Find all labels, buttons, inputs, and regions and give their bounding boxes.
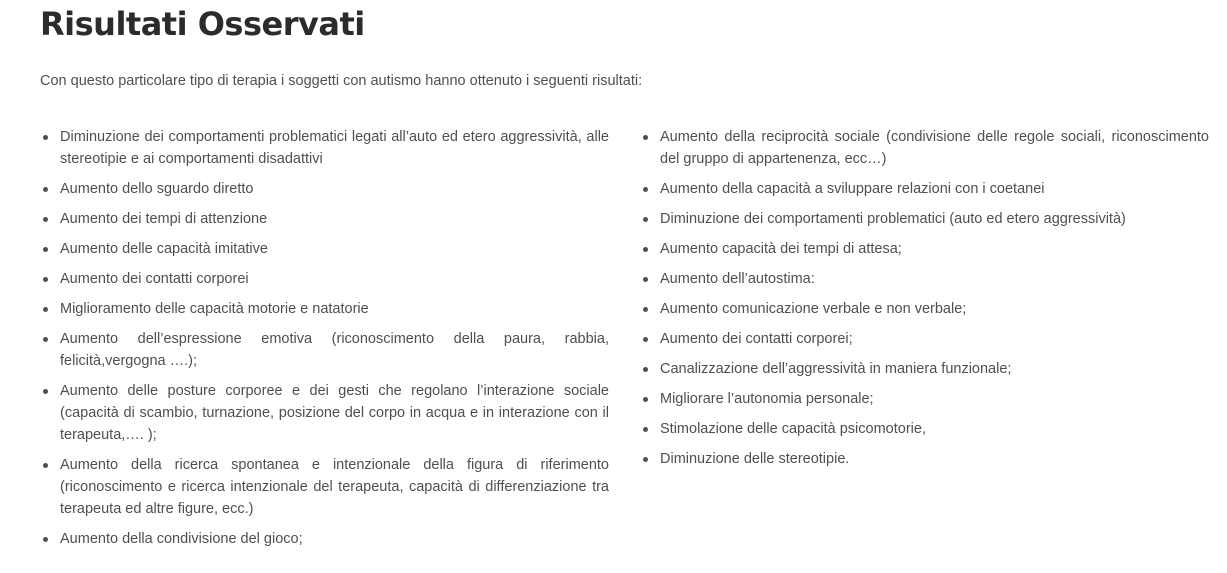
bullet-icon xyxy=(643,397,648,402)
bullet-icon xyxy=(643,217,648,222)
list-item: Aumento della capacità a sviluppare relazioni con i coetanei xyxy=(640,178,1209,200)
list-item: Aumento della ricerca spontanea e intenzionale della figura di riferimento (riconoscimento e ricerca intenzionale del terapeuta, capacità di differenziazione tra terapeuta ed altre figure, ecc.) xyxy=(40,454,609,520)
list-item: Aumento dei contatti corporei; xyxy=(640,328,1209,350)
bullet-icon xyxy=(643,307,648,312)
bullet-icon xyxy=(43,277,48,282)
bullet-icon xyxy=(43,307,48,312)
list-item: Aumento delle capacità imitative xyxy=(40,238,609,260)
bullet-icon xyxy=(43,247,48,252)
bullet-icon xyxy=(643,337,648,342)
list-item: Miglioramento delle capacità motorie e natatorie xyxy=(40,298,609,320)
intro-paragraph: Con questo particolare tipo di terapia i soggetti con autismo hanno ottenuto i seguenti risultati: xyxy=(40,73,643,89)
bullet-icon xyxy=(43,389,48,394)
bullet-icon xyxy=(643,427,648,432)
results-list-right xyxy=(640,126,1209,478)
bullet-icon xyxy=(643,135,648,140)
list-item: Aumento dell’espressione emotiva (riconoscimento della paura, rabbia, felicità,vergogna ….); xyxy=(40,328,609,372)
list-item: Diminuzione delle stereotipie. xyxy=(640,448,1209,470)
list-item: Aumento delle posture corporee e dei gesti che regolano l’interazione sociale (capacità di scambio, turnazione, posizione del corpo in acqua e in interazione con il terapeuta,…. ); xyxy=(40,380,609,446)
list-item: Diminuzione dei comportamenti problematici (auto ed etero aggressività) xyxy=(640,208,1209,230)
list-item: Canalizzazione dell’aggressività in maniera funzionale; xyxy=(640,358,1209,380)
list-item: Aumento dello sguardo diretto xyxy=(40,178,609,200)
bullet-icon xyxy=(43,135,48,140)
list-item: Aumento comunicazione verbale e non verbale; xyxy=(640,298,1209,320)
bullet-icon xyxy=(43,217,48,222)
list-item: Aumento dell’autostima: xyxy=(640,268,1209,290)
list-item: Aumento dei tempi di attenzione xyxy=(40,208,609,230)
bullet-icon xyxy=(43,537,48,542)
results-list-left xyxy=(40,126,609,558)
list-item: Aumento dei contatti corporei xyxy=(40,268,609,290)
list-item: Aumento della reciprocità sociale (condivisione delle regole sociali, riconoscimento del gruppo di appartenenza, ecc…) xyxy=(640,126,1209,170)
list-item: Migliorare l’autonomia personale; xyxy=(640,388,1209,410)
bullet-icon xyxy=(643,187,648,192)
page-title: Risultati Osservati xyxy=(40,5,365,43)
list-item: Aumento della condivisione del gioco; xyxy=(40,528,609,550)
list-item: Stimolazione delle capacità psicomotorie, xyxy=(640,418,1209,440)
bullet-icon xyxy=(43,187,48,192)
bullet-icon xyxy=(643,247,648,252)
bullet-icon xyxy=(643,277,648,282)
list-item: Aumento capacità dei tempi di attesa; xyxy=(640,238,1209,260)
bullet-icon xyxy=(643,457,648,462)
bullet-icon xyxy=(643,367,648,372)
bullet-icon xyxy=(43,337,48,342)
list-item: Diminuzione dei comportamenti problematici legati all’auto ed etero aggressività, alle stereotipie e ai comportamenti disadattivi xyxy=(40,126,609,170)
bullet-icon xyxy=(43,463,48,468)
